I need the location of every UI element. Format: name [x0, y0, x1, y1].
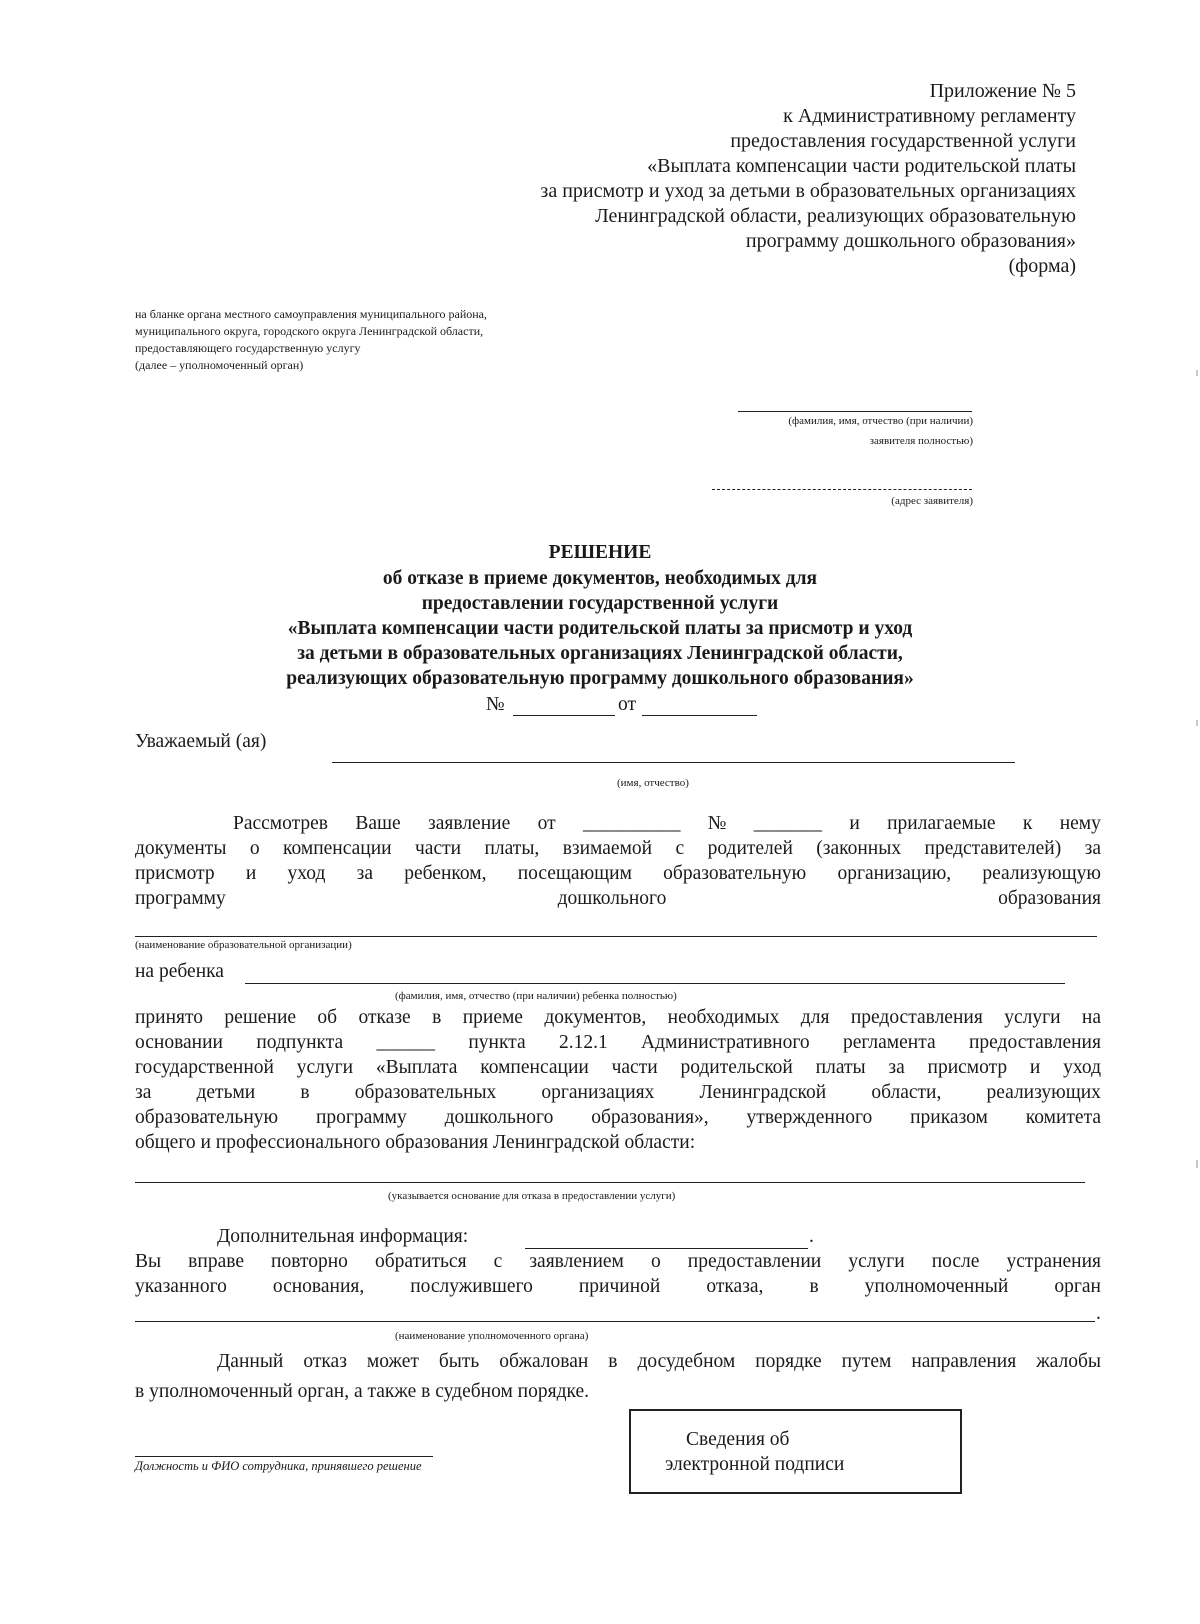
word: основании [135, 1032, 223, 1053]
word: программу [135, 888, 226, 909]
decision-line-2 [135, 1031, 1101, 1056]
reapply-line-2 [135, 1275, 1101, 1300]
number-label: № [486, 694, 505, 715]
appeal-line-2: в уполномоченный орган, а также в судебном порядке. [135, 1381, 590, 1402]
word: 2.12.1 [558, 1032, 608, 1053]
word: образования [998, 888, 1101, 909]
subpoint-blank: ______ [376, 1032, 435, 1053]
word: Административного [641, 1032, 810, 1053]
recipient-name-line [332, 762, 1015, 763]
word: отказа, [706, 1276, 764, 1297]
letterhead-line: на бланке органа местного самоуправления муниципального района, [135, 307, 487, 321]
word: предоставления [968, 1032, 1101, 1053]
header-line: Ленинградской области, реализующих образовательную [595, 205, 1076, 227]
title-line: за детьми в образовательных организациях Ленинградской области, [297, 643, 903, 664]
applicant-name-caption: (фамилия, имя, отчество (при наличии) [788, 415, 973, 427]
word: указанного [135, 1276, 227, 1297]
decision-line-4 [135, 1081, 1101, 1106]
electronic-signature-box [629, 1409, 962, 1494]
word: подпункта [256, 1032, 344, 1053]
scan-artifact [1196, 720, 1198, 726]
word: Рассмотрев [233, 813, 329, 834]
word: за [135, 1082, 152, 1103]
authority-name-caption: (наименование уполномоченного органа) [395, 1330, 589, 1342]
review-line-4 [135, 887, 1101, 912]
header-line: за присмотр и уход за детьми в образовательных организациях [540, 180, 1076, 202]
authority-name-line [135, 1321, 1095, 1322]
title-line: «Выплата компенсации части родительской платы за присмотр и уход [287, 618, 913, 639]
word: и [849, 813, 860, 834]
word: пункта [468, 1032, 526, 1053]
decision-line-3: государственной услуги «Выплата компенсации части родительской платы за присмотр и уход [135, 1057, 1101, 1078]
title-heading: РЕШЕНИЕ [548, 542, 652, 563]
header-line: предоставления государственной услуги [730, 130, 1076, 152]
word: послужившего [410, 1276, 533, 1297]
header-line: программу дошкольного образования» [745, 230, 1076, 252]
child-label: на ребенка [135, 961, 224, 982]
recipient-name-caption: (имя, отчество) [617, 777, 689, 789]
child-name-caption: (фамилия, имя, отчество (при наличии) ребенка полностью) [395, 990, 677, 1002]
word: основания, [272, 1276, 365, 1297]
signature-caption: Должность и ФИО сотрудника, принявшего решение [135, 1459, 422, 1473]
word: области, [871, 1082, 942, 1103]
organization-name-caption: (наименование образовательной организации) [135, 939, 352, 951]
word: в [809, 1276, 819, 1297]
scan-artifact [1196, 1160, 1198, 1168]
word: дошкольного [557, 888, 667, 909]
word: № [707, 813, 727, 834]
review-line-2: документы о компенсации части платы, взимаемой с родителей (законных представителей) за [135, 838, 1101, 859]
word: реализующих [986, 1082, 1101, 1103]
review-line-3: присмотр и уход за ребенком, посещающим образовательную организацию, реализующую [135, 863, 1101, 884]
refusal-reason-caption: (указывается основание для отказа в предоставлении услуги) [388, 1190, 676, 1202]
decision-line-6: общего и профессионального образования Ленинградской области: [135, 1132, 696, 1153]
word: регламента [842, 1032, 936, 1053]
application-number-blank: _______ [753, 813, 822, 834]
applicant-name-caption: заявителя полностью) [869, 435, 973, 447]
applicant-address-line [712, 489, 972, 490]
decision-line-5: образовательную программу дошкольного образования», утвержденного приказом комитета [135, 1107, 1101, 1128]
decision-line-1: принято решение об отказе в приеме документов, необходимых для предоставления услуги на [135, 1007, 1101, 1028]
word: заявление [428, 813, 511, 834]
word: от [537, 813, 556, 834]
letterhead-line: (далее – уполномоченный орган) [135, 358, 304, 372]
date-field-line [642, 715, 757, 716]
word: образовательных [354, 1082, 497, 1103]
word: в [300, 1082, 310, 1103]
title-line: реализующих образовательную программу дошкольного образования» [286, 668, 914, 689]
header-line: Приложение № 5 [929, 80, 1076, 102]
additional-info-end: . [809, 1226, 814, 1247]
scan-artifact [1196, 370, 1198, 376]
letterhead-line: предоставляющего государственную услугу [135, 341, 361, 355]
word: к [1022, 813, 1033, 834]
signature-line [135, 1456, 433, 1457]
applicant-name-line [738, 411, 972, 412]
greeting-label: Уважаемый (ая) [135, 731, 267, 752]
signature-box-line: электронной подписи [665, 1454, 845, 1475]
date-label: от [618, 694, 637, 715]
review-line-1 [233, 812, 1101, 837]
header-line: к Административному регламенту [783, 105, 1076, 127]
word: причиной [578, 1276, 661, 1297]
letterhead-line: муниципального округа, городского округа Ленинградской области, [135, 324, 484, 338]
appeal-line-1: Данный отказ может быть обжалован в досудебном порядке путем направления жалобы [217, 1351, 1101, 1372]
application-date-blank: __________ [582, 813, 681, 834]
applicant-address-caption: (адрес заявителя) [891, 495, 973, 507]
word: прилагаемые [887, 813, 996, 834]
child-name-line [245, 983, 1065, 984]
word: Ваше [355, 813, 401, 834]
number-field-line [513, 715, 615, 716]
refusal-reason-line [135, 1182, 1085, 1183]
title-line: предоставлении государственной услуги [421, 593, 779, 614]
header-form-label: (форма) [1008, 255, 1076, 277]
additional-info-label: Дополнительная информация: [217, 1226, 469, 1247]
word: уполномоченный [864, 1276, 1009, 1297]
title-line: об отказе в приеме документов, необходимых для [382, 568, 818, 589]
word: орган [1054, 1276, 1101, 1297]
word: Ленинградской [699, 1082, 827, 1103]
word: организациях [541, 1082, 655, 1103]
signature-box-line: Сведения об [686, 1429, 790, 1450]
word: нему [1059, 813, 1101, 834]
word: детьми [196, 1082, 256, 1103]
organization-name-line [135, 936, 1097, 937]
additional-info-line [525, 1248, 808, 1249]
header-line: «Выплата компенсации части родительской платы [647, 155, 1076, 177]
reapply-line-1: Вы вправе повторно обратиться с заявлением о предоставлении услуги после устранения [135, 1251, 1101, 1272]
authority-name-end: . [1096, 1303, 1101, 1324]
